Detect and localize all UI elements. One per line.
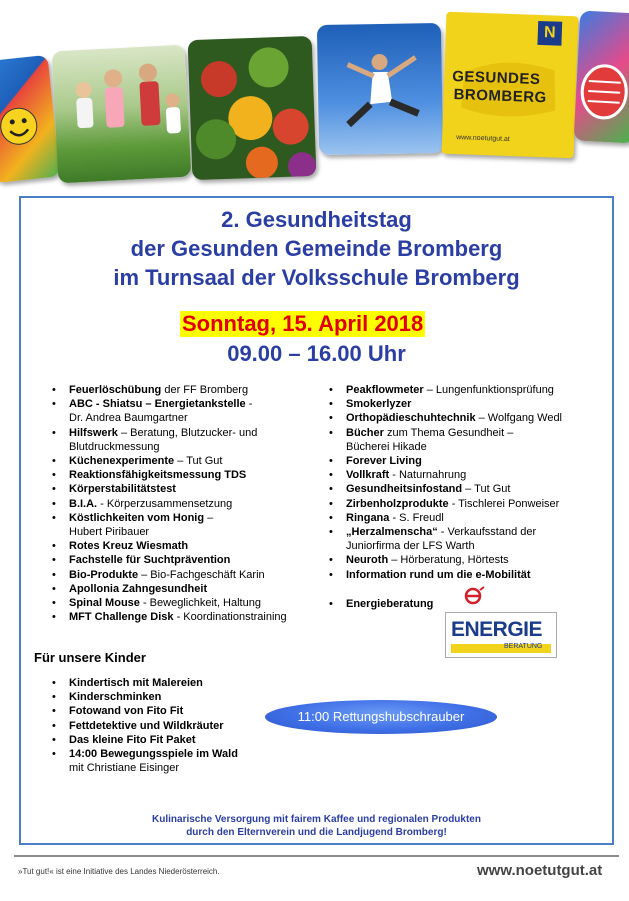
list-item — [52, 690, 272, 704]
list-item-detail: – Beratung, Blutzucker- und — [117, 426, 258, 439]
list-item — [52, 582, 322, 596]
list-item-name: Hilfswerk — [69, 426, 118, 439]
list-item — [52, 553, 322, 567]
list-item-name: Spinal Mouse — [69, 597, 140, 610]
family-photo — [52, 45, 192, 184]
footer-url: www.noetutgut.at — [477, 862, 603, 879]
list-item-name: Vollkraft — [346, 469, 390, 482]
list-item — [52, 610, 322, 624]
vegetables-photo — [188, 36, 317, 180]
event-time: 09.00 – 16.00 Uhr — [227, 341, 406, 366]
list-item-name: Ringana — [346, 511, 390, 524]
list-item — [329, 454, 599, 468]
catering-line1: Kulinarische Versorgung mit fairem Kaffee und regionalen Produkten — [152, 814, 481, 825]
footer-initiative-text: »Tut gut!« ist eine Initiative des Landes Niederösterreich. — [18, 867, 220, 876]
helicopter-badge: 11:00 Rettungshubschrauber — [265, 700, 497, 734]
list-item-name: Fettdetektive und Wildkräuter — [69, 719, 224, 732]
list-item-continuation: Juniorfirma der LFS Warth — [346, 540, 475, 553]
list-item — [329, 525, 599, 539]
e-mobility-icon — [463, 586, 485, 606]
list-item — [329, 426, 599, 440]
list-item-detail: - S. Freudl — [389, 511, 444, 524]
list-item-name: Neuroth — [346, 554, 389, 567]
logo-badge: N — [537, 21, 562, 46]
gesundes-bromberg-logo — [442, 12, 579, 159]
list-item-detail: – Lungenfunktionsprüfung — [423, 384, 554, 396]
list-item — [52, 596, 322, 610]
kids-heading: Für unsere Kinder — [34, 650, 146, 665]
list-item-detail: – Tut Gut — [174, 455, 223, 468]
list-item-detail: - — [245, 398, 253, 411]
list-item-detail: zum Thema Gesundheit – — [383, 426, 514, 439]
list-item-name: Gesundheitsinfostand — [346, 483, 463, 496]
logo-text-line1: GESUNDES — [451, 67, 541, 89]
title-line1: 2. Gesundheitstag — [221, 207, 412, 232]
list-item-detail: - Tischlerei Ponweiser — [448, 497, 560, 510]
catering-line2: durch den Elternverein und die Landjugend Bromberg! — [186, 827, 447, 838]
list-item-detail: - Beweglichkeit, Haltung — [139, 597, 261, 610]
list-item — [52, 539, 322, 553]
energy-item: Energieberatung — [346, 598, 434, 610]
list-item-name: Das kleine Fito Fit Paket — [69, 733, 196, 746]
list-item-name: Zirbenholzprodukte — [346, 497, 449, 510]
title-line2: der Gesunden Gemeinde Bromberg — [130, 236, 503, 261]
list-item-name: MFT Challenge Disk — [69, 611, 174, 624]
energie-logo-sub: BERATUNG — [504, 643, 543, 650]
list-item — [329, 383, 599, 397]
list-item — [329, 568, 599, 582]
list-item — [52, 719, 272, 733]
list-item-name: Körperstabilitätstest — [69, 483, 176, 496]
list-item-continuation: Bücherei Hikade — [346, 440, 427, 453]
shoe-photo — [574, 11, 629, 144]
list-item — [329, 482, 599, 496]
list-item-continuation: mit Christiane Eisinger — [69, 762, 180, 775]
catering-note — [19, 813, 614, 839]
list-item-name: Bio-Produkte — [69, 568, 139, 581]
list-item — [52, 468, 322, 482]
footer-divider — [14, 855, 619, 857]
event-date: Sonntag, 15. April 2018 — [182, 311, 424, 336]
kids-program-list — [52, 676, 272, 775]
list-item-name: Köstlichkeiten vom Honig — [69, 511, 205, 524]
list-item-detail: – Tut Gut — [462, 483, 511, 496]
list-item — [52, 397, 322, 411]
list-item-name: Forever Living — [346, 455, 422, 468]
list-item — [52, 704, 272, 718]
list-item-continuation: Dr. Andrea Baumgartner — [69, 412, 188, 425]
list-item — [329, 553, 599, 567]
list-item-name: Peakflowmeter — [346, 384, 424, 396]
list-item-detail: - Koordinationstraining — [173, 611, 287, 624]
list-item-name: Information rund um die e-Mobilität — [346, 568, 531, 581]
list-item-name: Fachstelle für Suchtprävention — [69, 554, 231, 567]
list-item — [52, 676, 272, 690]
smiley-photo — [0, 55, 60, 183]
smiley-icon — [0, 55, 60, 183]
energie-logo-main: ENERGIE — [451, 618, 543, 641]
left-program-list — [52, 383, 322, 624]
list-item — [329, 397, 599, 411]
list-item-detail: – Hörberatung, Hörtests — [388, 554, 509, 567]
list-item-name: B.I.A. — [69, 497, 98, 510]
list-item-name: Fotowand von Fito Fit — [69, 705, 184, 718]
list-item-detail: – Wolfgang Wedl — [475, 412, 562, 425]
list-item — [52, 747, 272, 761]
list-item-name: Reaktionsfähigkeitsmessung TDS — [69, 469, 247, 482]
list-item-name: Bücher — [346, 426, 384, 439]
list-item — [52, 733, 272, 747]
list-item-name: Orthopädieschuhtechnik — [346, 412, 476, 425]
list-item-name: Küchenexperimente — [69, 455, 175, 468]
list-item-detail: - Körperzusammensetzung — [97, 497, 233, 510]
list-item-continuation: Hubert Piribauer — [69, 526, 150, 539]
logo-url: www.noetutgut.at — [456, 134, 510, 144]
list-item — [329, 511, 599, 525]
list-item — [52, 511, 322, 525]
list-item-name: Kinderschminken — [69, 691, 162, 704]
list-item-detail: – — [204, 511, 214, 524]
list-item-detail: - Verkaufsstand der — [437, 526, 537, 539]
header-banner — [0, 0, 629, 190]
jumping-man-photo — [317, 23, 443, 155]
list-item — [329, 411, 599, 425]
list-item — [52, 454, 322, 468]
energieberatung-logo — [445, 612, 557, 658]
logo-text-line2: BROMBERG — [453, 86, 548, 107]
list-item — [52, 426, 322, 440]
right-program-list — [329, 383, 599, 582]
list-item-name: „Herzalmenscha“ — [346, 526, 438, 539]
title-line3: im Turnsaal der Volksschule Bromberg — [113, 265, 520, 290]
list-item-name: Smokerlyzer — [346, 398, 412, 411]
list-item-name: 14:00 Bewegungsspiele im Wald — [69, 748, 238, 761]
list-item-detail: - Naturnahrung — [389, 469, 467, 482]
list-item-name: Apollonia Zahngesundheit — [69, 582, 208, 595]
list-item-detail: der FF Bromberg — [161, 384, 249, 396]
list-item-detail: – Bio-Fachgeschäft Karin — [138, 568, 265, 581]
list-item-name: Feuerlöschübung — [69, 384, 162, 396]
list-item — [52, 482, 322, 496]
list-item — [52, 497, 322, 511]
list-item-name: Rotes Kreuz Wiesmath — [69, 540, 189, 553]
list-item — [329, 468, 599, 482]
list-item — [329, 497, 599, 511]
list-item — [52, 568, 322, 582]
list-item-name: ABC - Shiatsu – Energietankstelle — [69, 398, 246, 411]
list-item — [52, 383, 322, 397]
list-item-continuation: Blutdruckmessung — [69, 440, 160, 453]
list-item-name: Kindertisch mit Malereien — [69, 677, 203, 689]
